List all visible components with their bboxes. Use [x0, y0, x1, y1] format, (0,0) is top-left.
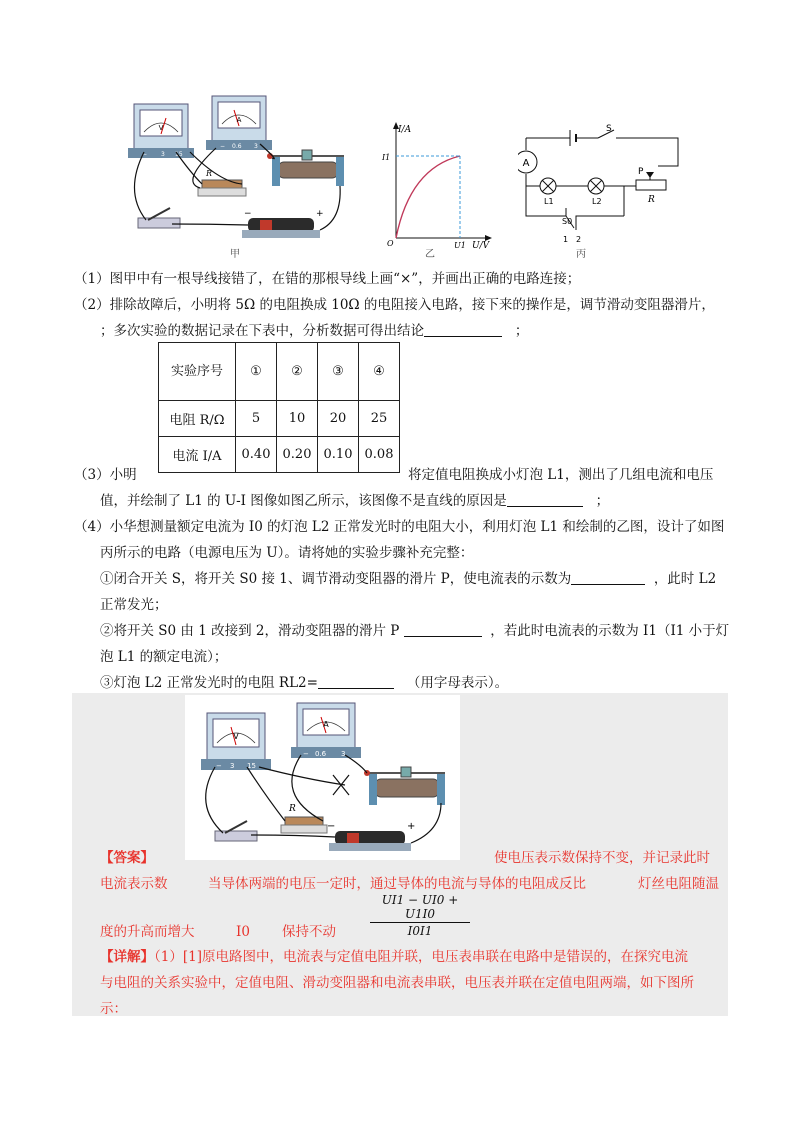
answer-7: 保持不动: [282, 924, 336, 940]
table-cell: ④: [359, 343, 400, 401]
table-cell: 0.10: [318, 437, 359, 473]
table-cell: 5: [236, 401, 277, 437]
step-3: ③灯泡 L2 正常发光时的电阻 RL2= （用字母表示）。: [100, 675, 509, 691]
detail-line3: 示：: [100, 1001, 127, 1017]
detail-line2: 与电阻的关系实验中，定值电阻、滑动变阻器和电流表串联，电压表并联在定值电阻两端，如下图所: [100, 975, 694, 991]
svg-text:V: V: [233, 732, 239, 741]
svg-text:A: A: [522, 158, 530, 169]
svg-text:2: 2: [576, 235, 582, 244]
battery-icon: [329, 831, 411, 851]
question-4-line1: （4）小华想测量额定电流为 I0 的灯泡 L2 正常发光时的电阻大小，利用灯泡 L1 和绘制的乙图，设计了如图: [74, 519, 725, 535]
svg-text:15: 15: [247, 762, 256, 770]
svg-text:3: 3: [161, 151, 165, 158]
answer-blank[interactable]: [404, 622, 482, 637]
svg-text:L1: L1: [544, 197, 554, 206]
table-cell: 10: [277, 401, 318, 437]
svg-text:S0: S0: [562, 217, 573, 226]
table-cell: 25: [359, 401, 400, 437]
svg-text:15: 15: [175, 151, 183, 158]
lamp-l2-icon: [588, 178, 604, 194]
table-cell: ②: [277, 343, 318, 401]
svg-text:0.6: 0.6: [315, 750, 327, 758]
svg-text:L2: L2: [592, 197, 602, 206]
svg-text:−: −: [142, 151, 148, 158]
question-4-line2: 丙所示的电路（电源电压为 U）。请将她的实验步骤补充完整：: [100, 545, 474, 561]
step-2: ②将开关 S0 由 1 改接到 2，滑动变阻器的滑片 P ，若此时电流表的示数为 I1（I1 小于灯: [100, 623, 730, 639]
iu-curve: [396, 156, 460, 238]
data-table: [158, 342, 400, 473]
svg-text:−: −: [303, 750, 309, 758]
table-row: [159, 401, 400, 437]
svg-text:R: R: [648, 195, 655, 205]
answer-tag: 【答案】: [100, 850, 154, 866]
question-3-line2: 值，并绘制了 L1 的 U-I 图像如图乙所示，该图像不是直线的原因是 ；: [100, 493, 610, 509]
table-cell: 20: [318, 401, 359, 437]
resistor-icon: [198, 180, 246, 196]
svg-text:A: A: [323, 720, 329, 729]
figure-jia: [120, 92, 362, 254]
answer-5: 度的升高而增大: [100, 924, 195, 940]
graph-xtick: U1: [454, 241, 466, 250]
circuit-rheostat-icon: [636, 180, 666, 190]
answer-1: 使电压表示数保持不变，并记录此时: [494, 850, 710, 866]
question-3-line1: 将定值电阻换成小灯泡 L1，测出了几组电流和电压: [408, 467, 714, 483]
answer-blank[interactable]: [571, 570, 645, 585]
answer-2: 电流表示数: [100, 876, 168, 892]
svg-text:−: −: [327, 821, 336, 832]
fraction-denominator: I0I1: [407, 924, 433, 938]
table-cell: 电阻 R/Ω: [159, 401, 236, 437]
svg-text:3: 3: [341, 750, 346, 758]
graph-ylabel: I/A: [398, 125, 412, 135]
svg-text:3: 3: [230, 762, 235, 770]
answer-blank[interactable]: [507, 492, 583, 507]
svg-text:−: −: [216, 762, 222, 770]
detail-line1: 【详解】（1）[1]原电路图中，电流表与定值电阻并联，电压表串联在电路中是错误的，在探究电流: [100, 949, 688, 965]
answer-6: I0: [236, 924, 250, 940]
svg-text:P: P: [638, 167, 644, 177]
question-2-line2: ；多次实验的数据记录在下表中，分析数据可得出结论 ；: [100, 323, 529, 339]
table-row: [159, 437, 400, 473]
answer-figure: [185, 695, 460, 860]
fraction-numerator: UI1 − UI0 + U1I0: [370, 893, 470, 923]
figure-bing-label: 丙: [576, 249, 586, 260]
figure-jia-label: 甲: [230, 249, 240, 260]
table-cell: 0.08: [359, 437, 400, 473]
figure-yi-label: 乙: [425, 249, 435, 260]
table-cell: 电流 I/A: [159, 437, 236, 473]
ammeter-label: A: [236, 116, 242, 124]
step-1: ①闭合开关 S，将开关 S0 接 1、调节滑动变阻器的滑片 P，使电流表的示数为 ，此时 L2: [100, 571, 717, 587]
lamp-l1-icon: [540, 178, 556, 194]
svg-text:3: 3: [254, 143, 258, 150]
table-cell: 0.20: [277, 437, 318, 473]
svg-text:R: R: [289, 804, 296, 814]
figure-yi: [380, 120, 500, 250]
svg-text:−: −: [220, 143, 226, 150]
answer-4: 灯丝电阻随温: [638, 876, 719, 892]
answer-fraction: [370, 893, 470, 938]
voltmeter-label: V: [158, 124, 164, 132]
svg-text:−: −: [244, 209, 252, 219]
graph-ytick: I1: [382, 153, 391, 162]
table-cell: 实验序号: [159, 343, 236, 401]
svg-text:1: 1: [563, 235, 569, 244]
answer-blank[interactable]: [318, 674, 394, 689]
answer-3: 当导体两端的电压一定时，通过导体的电流与导体的电阻成反比: [208, 876, 586, 892]
battery-icon: [242, 218, 320, 238]
answer-blank[interactable]: [424, 322, 502, 337]
table-cell: 0.40: [236, 437, 277, 473]
detail-tag: 【详解】: [100, 949, 154, 965]
graph-xlabel: U/V: [472, 241, 490, 250]
table-cell: ③: [318, 343, 359, 401]
svg-text:+: +: [407, 821, 416, 832]
table-row: [159, 343, 400, 401]
rheostat-icon: [267, 150, 344, 186]
svg-text:+: +: [316, 209, 324, 219]
table-cell: ①: [236, 343, 277, 401]
graph-origin: O: [387, 239, 394, 248]
question-1: （1）图甲中有一根导线接错了，在错的那根导线上画“×”，并画出正确的电路连接；: [74, 271, 581, 287]
figure-bing: [518, 120, 688, 245]
voltmeter-icon: [201, 713, 271, 770]
svg-text:S: S: [606, 124, 612, 134]
step-1-cont: 正常发光；: [100, 597, 168, 613]
resistor-label: R: [206, 169, 213, 178]
svg-text:0.6: 0.6: [232, 143, 242, 150]
step-2-cont: 泡 L1 的额定电流）；: [100, 649, 228, 665]
question-2-line1: （2）排除故障后，小明将 5Ω 的电阻换成 10Ω 的电阻接入电路，接下来的操作是，调节滑动变阻器滑片，: [74, 297, 715, 313]
question-3-prefix: （3）小明: [74, 467, 137, 483]
